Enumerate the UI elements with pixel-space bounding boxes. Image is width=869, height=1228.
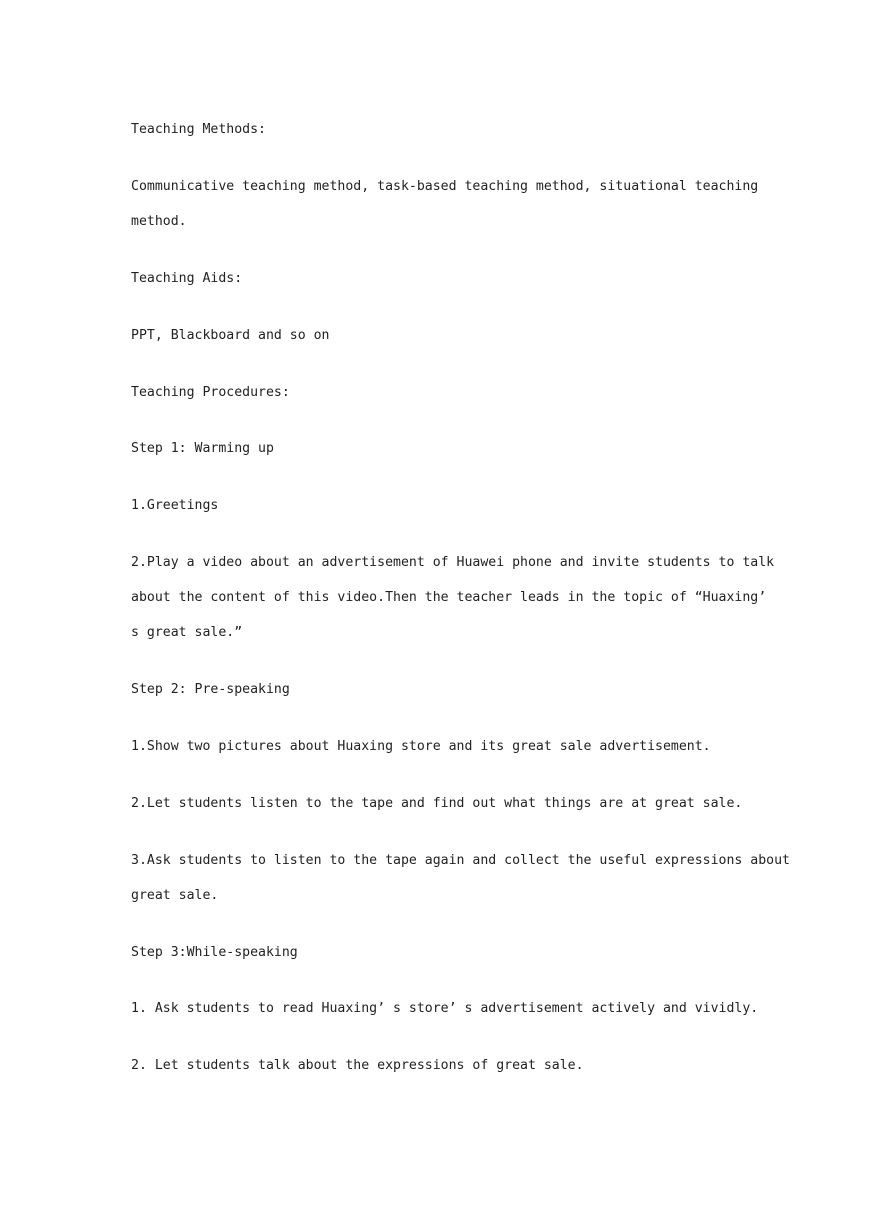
text-line: Teaching Methods:: [131, 122, 266, 137]
text-line: 2.Let students listen to the tape and find out what things are at great sale.: [131, 796, 743, 811]
list-item: [131, 545, 775, 650]
list-item: [131, 729, 739, 764]
text-line: method.: [131, 214, 187, 229]
text-line: 1.Show two pictures about Huaxing store and its great sale advertisement.: [131, 739, 711, 754]
text-line: Step 3:While-speaking: [131, 945, 298, 960]
text-line: Step 2: Pre-speaking: [131, 682, 290, 697]
paragraph-teaching-methods: [131, 169, 759, 239]
list-item: [131, 843, 790, 913]
text-line: Communicative teaching method, task-based teaching method, situational teaching: [131, 179, 759, 194]
list-item: [131, 488, 739, 523]
list-item: [131, 786, 743, 821]
heading-teaching-aids: [131, 261, 739, 296]
list-item: [131, 991, 759, 1026]
text-line: 1.Greetings: [131, 498, 219, 513]
text-line: 3.Ask students to listen to the tape again and collect the useful expressions about: [131, 853, 790, 868]
heading-step-2: [131, 672, 739, 707]
heading-teaching-methods: [131, 112, 739, 147]
text-line: 2.Play a video about an advertisement of Huawei phone and invite students to talk: [131, 555, 775, 570]
heading-step-1: [131, 431, 739, 466]
text-line: Teaching Aids:: [131, 271, 243, 286]
text-line: s great sale.”: [131, 625, 243, 640]
text-line: Step 1: Warming up: [131, 441, 274, 456]
heading-step-3: [131, 935, 739, 970]
text-line: 1. Ask students to read Huaxing’ s store’ s advertisement actively and vividly.: [131, 1001, 759, 1016]
text-line: PPT, Blackboard and so on: [131, 328, 330, 343]
text-line: 2. Let students talk about the expressions of great sale.: [131, 1058, 584, 1073]
heading-teaching-procedures: [131, 375, 739, 410]
text-line: about the content of this video.Then the teacher leads in the topic of “Huaxing’: [131, 590, 767, 605]
text-line: great sale.: [131, 888, 219, 903]
paragraph-teaching-aids: [131, 318, 739, 353]
list-item: [131, 1048, 739, 1083]
text-line: Teaching Procedures:: [131, 385, 290, 400]
